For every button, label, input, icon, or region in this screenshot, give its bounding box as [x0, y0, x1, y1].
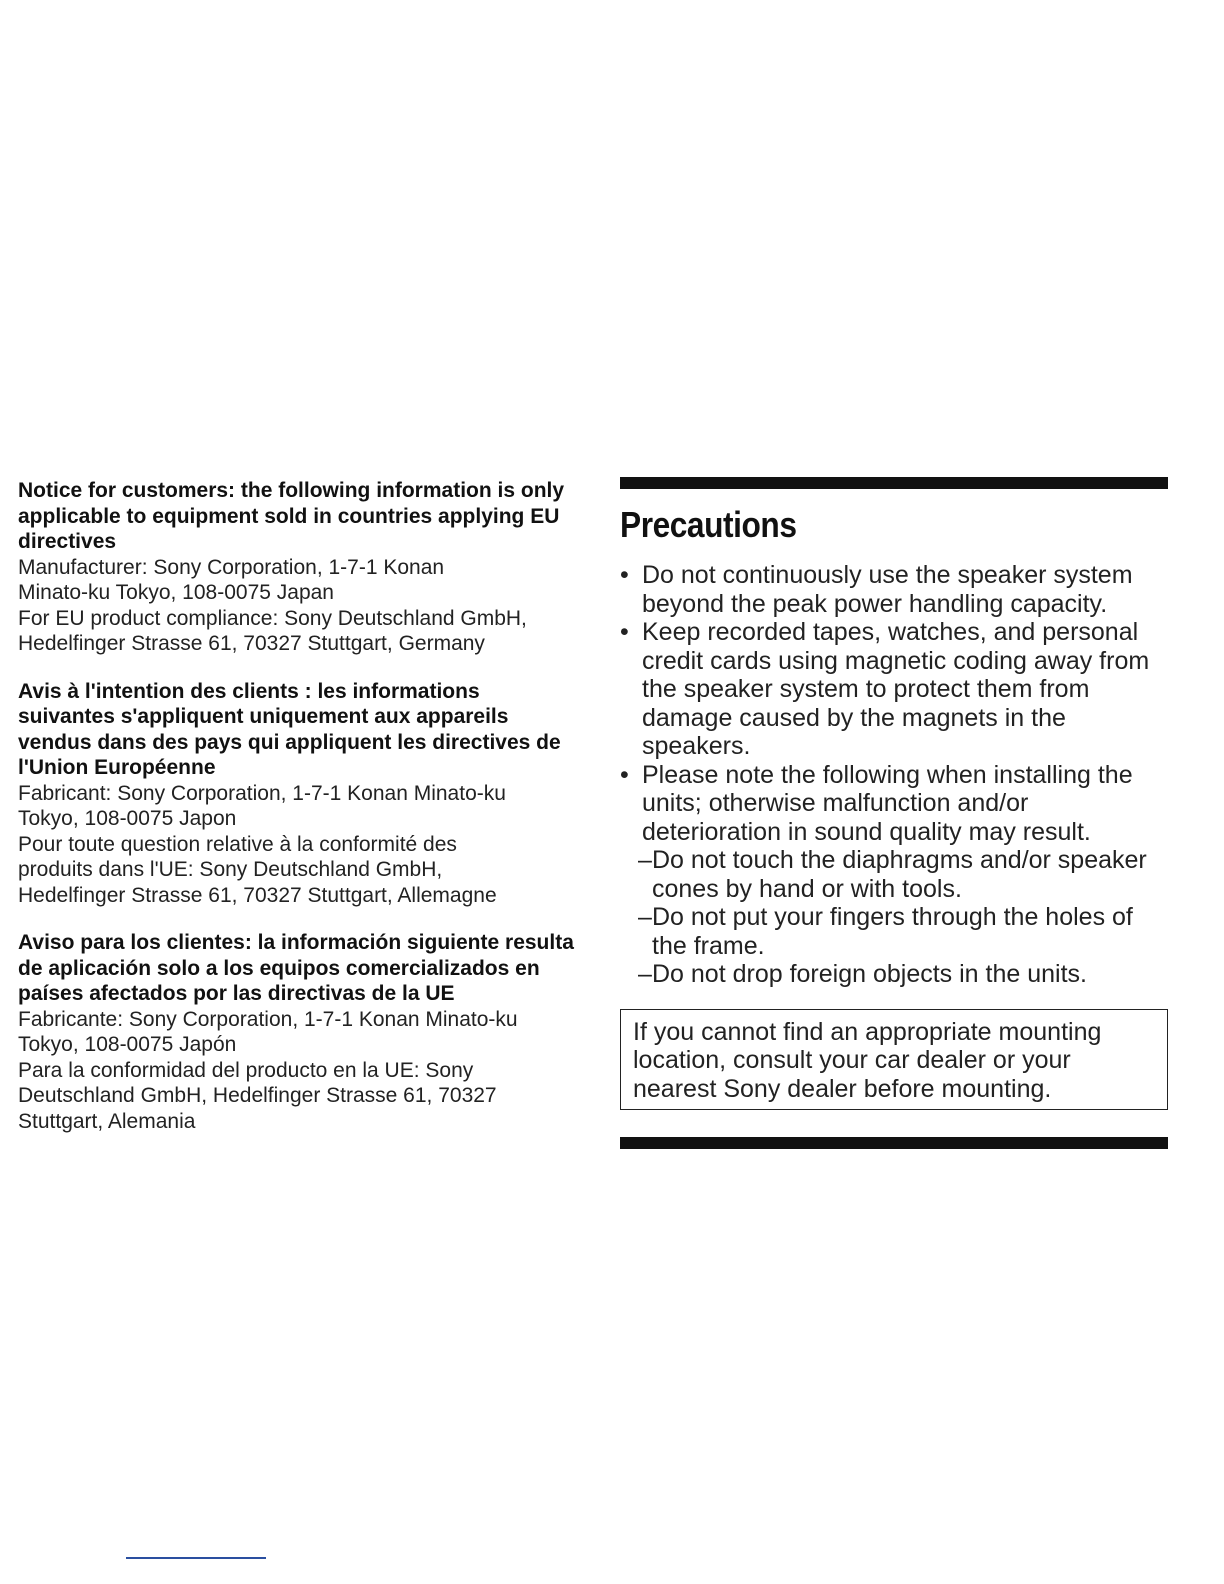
precautions-section	[620, 477, 1168, 1110]
notice-english-line: Manufacturer: Sony Corporation, 1-7-1 Konan	[18, 555, 445, 579]
sub-list-item-text: Do not touch the diaphragms and/or speaker cones by hand or with tools.	[652, 846, 1147, 903]
sub-list-item	[638, 846, 1168, 903]
list-item	[620, 618, 1168, 761]
notice-french-line: Hedelfinger Strasse 61, 70327 Stuttgart, Allemagne	[18, 883, 497, 907]
notice-french-line: Pour toute question relative à la conformité des	[18, 832, 457, 856]
notice-spanish-line: Para la conformidad del producto en la UE: Sony	[18, 1058, 474, 1082]
notice-french-heading: Avis à l'intention des clients : les informations suivantes s'appliquent uniquement aux appareils vendus dans des pays qui appliquent les directives de l'Union Européenne	[18, 679, 561, 779]
list-item	[620, 561, 1168, 618]
mounting-note-box: If you cannot find an appropriate mounting location, consult your car dealer or your nearest Sony dealer before mounting.	[620, 1009, 1168, 1111]
precautions-title: Precautions	[620, 504, 797, 545]
section-top-rule	[620, 477, 1168, 489]
sub-list-item-text: Do not put your fingers through the holes of the frame.	[652, 903, 1133, 960]
notice-english	[18, 478, 578, 657]
list-item-text: Do not continuously use the speaker system beyond the peak power handling capacity.	[642, 561, 1133, 618]
installation-sublist	[638, 846, 1168, 989]
scan-artifact-line	[126, 1557, 266, 1559]
notice-spanish-line: Tokyo, 108-0075 Japón	[18, 1033, 237, 1056]
notice-spanish-heading: Aviso para los clientes: la información siguiente resulta de aplicación solo a los equipos comercializados en países afectados por las directivas de la UE	[18, 931, 574, 1005]
bullet-icon: •	[620, 561, 629, 589]
notice-english-line: Hedelfinger Strasse 61, 70327 Stuttgart, Germany	[18, 632, 485, 655]
notice-spanish-line: Stuttgart, Alemania	[18, 1109, 196, 1133]
list-item	[620, 761, 1168, 989]
sub-list-item	[638, 960, 1168, 989]
list-item-text: Please note the following when installing the units; otherwise malfunction and/or deterioration in sound quality may result.	[642, 760, 1133, 846]
bullet-icon: •	[620, 760, 629, 789]
dash-icon: –	[638, 903, 652, 931]
sub-list-item	[638, 903, 1168, 960]
notice-french-line: Tokyo, 108-0075 Japon	[18, 807, 237, 830]
notice-spanish-line: Fabricante: Sony Corporation, 1-7-1 Konan Minato-ku	[18, 1007, 518, 1031]
dash-icon: –	[638, 846, 652, 874]
notice-english-line: Minato-ku Tokyo, 108-0075 Japan	[18, 581, 334, 604]
precautions-list	[620, 561, 1168, 989]
list-item-text: Keep recorded tapes, watches, and personal credit cards using magnetic coding away from the speaker system to protect them from damage caused by the magnets in the speakers.	[642, 618, 1150, 760]
sub-list-item-text: Do not drop foreign objects in the units.	[652, 960, 1087, 988]
notice-spanish-line: Deutschland GmbH, Hedelfinger Strasse 61, 70327	[18, 1084, 497, 1107]
notice-english-heading: Notice for customers: the following information is only applicable to equipment sold in countries applying EU directives	[18, 479, 565, 553]
notice-french-line: produits dans l'UE: Sony Deutschland GmbH,	[18, 858, 443, 881]
notice-spanish	[18, 930, 578, 1134]
section-bottom-rule	[620, 1137, 1168, 1149]
bullet-icon: •	[620, 618, 629, 646]
notice-french	[18, 679, 578, 909]
dash-icon: –	[638, 960, 652, 988]
notice-english-line: For EU product compliance: Sony Deutschland GmbH,	[18, 606, 527, 630]
notice-french-line: Fabricant: Sony Corporation, 1-7-1 Konan Minato-ku	[18, 781, 506, 805]
eu-notices-column	[18, 478, 578, 1156]
